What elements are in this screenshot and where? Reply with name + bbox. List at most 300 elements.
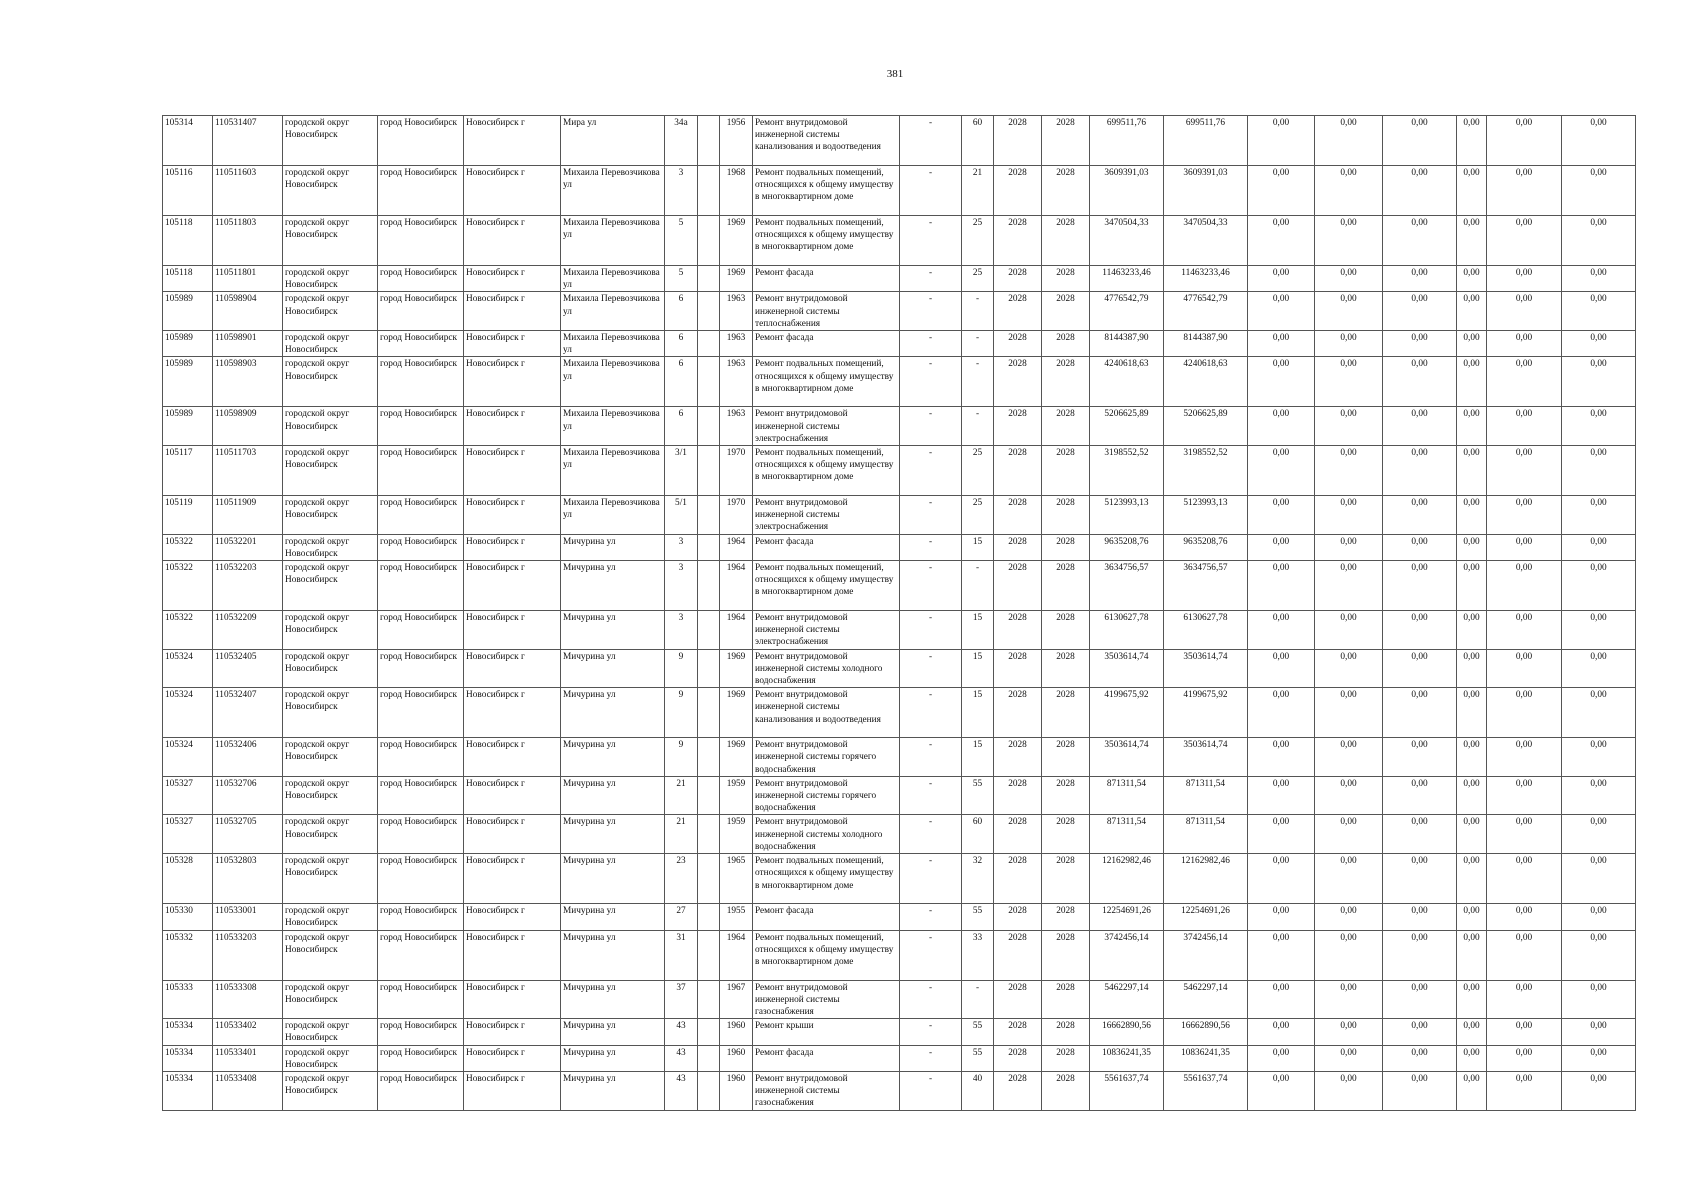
table-row <box>163 611 1636 650</box>
cell-element-id: 110532407 <box>213 688 283 738</box>
cell-plan-year-end: 2028 <box>1042 854 1090 904</box>
cell-street: Мичурина ул <box>561 649 665 688</box>
cell-house-id: 105989 <box>163 292 213 331</box>
cell-cost-total: 3609391,03 <box>1090 166 1164 216</box>
cell-settlement: город Новосибирск <box>378 1045 464 1071</box>
cell-plan-year-start: 2028 <box>994 116 1042 166</box>
cell-cost-col-17: 0,00 <box>1248 357 1315 407</box>
cell-street: Михаила Перевозчикова ул <box>561 446 665 496</box>
cell-work-type: Ремонт фасада <box>753 534 900 560</box>
cell-cost-col-18: 0,00 <box>1315 904 1383 930</box>
cell-settlement: город Новосибирск <box>378 407 464 446</box>
cell-plan-year-start: 2028 <box>994 446 1042 496</box>
cell-cost-total: 6130627,78 <box>1090 611 1164 650</box>
cell-plan-year-start: 2028 <box>994 980 1042 1019</box>
cell-cost-regional-fund: 9635208,76 <box>1164 534 1248 560</box>
cell-house-number: 6 <box>665 407 698 446</box>
cell-settlement: город Новосибирск <box>378 266 464 292</box>
cell-settlement: город Новосибирск <box>378 534 464 560</box>
cell-cost-col-18: 0,00 <box>1315 1071 1383 1110</box>
cell-element-id: 110533402 <box>213 1019 283 1045</box>
cell-municipal-district: городской округ Новосибирск <box>283 446 378 496</box>
cell-wear-percent: 60 <box>962 116 994 166</box>
cell-cost-col-20: 0,00 <box>1457 649 1487 688</box>
cell-cost-regional-fund: 5206625,89 <box>1164 407 1248 446</box>
cell-house-id: 105324 <box>163 688 213 738</box>
cell-wear-percent: 32 <box>962 854 994 904</box>
cell-element-id: 110532201 <box>213 534 283 560</box>
cell-settlement: город Новосибирск <box>378 1019 464 1045</box>
cell-cost-col-19: 0,00 <box>1383 1045 1457 1071</box>
cell-cost-col-20: 0,00 <box>1457 738 1487 777</box>
cell-cost-total: 9635208,76 <box>1090 534 1164 560</box>
cell-house-id: 105118 <box>163 216 213 266</box>
cell-cost-total: 4199675,92 <box>1090 688 1164 738</box>
cell-locality: Новосибирск г <box>464 815 561 854</box>
register-table-body <box>163 116 1636 1111</box>
cell-municipal-district: городской округ Новосибирск <box>283 776 378 815</box>
cell-cost-total: 4776542,79 <box>1090 292 1164 331</box>
cell-build-year: 1964 <box>720 534 753 560</box>
cell-cost-col-17: 0,00 <box>1248 496 1315 535</box>
cell-municipal-district: городской округ Новосибирск <box>283 688 378 738</box>
cell-house-id: 105324 <box>163 738 213 777</box>
cell-cost-col-18: 0,00 <box>1315 496 1383 535</box>
cell-cost-col-20: 0,00 <box>1457 331 1487 357</box>
cell-work-type: Ремонт внутридомовой инженерной системы газоснабжения <box>753 980 900 1019</box>
cell-locality: Новосибирск г <box>464 561 561 611</box>
cell-municipal-district: городской округ Новосибирск <box>283 166 378 216</box>
cell-cost-col-19: 0,00 <box>1383 930 1457 980</box>
cell-cost-col-21: 0,00 <box>1487 116 1562 166</box>
cell-cost-col-21: 0,00 <box>1487 649 1562 688</box>
cell-cost-col-20: 0,00 <box>1457 1019 1487 1045</box>
cell-cost-regional-fund: 8144387,90 <box>1164 331 1248 357</box>
cell-street: Мичурина ул <box>561 534 665 560</box>
cell-cost-col-22: 0,00 <box>1562 357 1636 407</box>
cell-house-number: 31 <box>665 930 698 980</box>
cell-cost-col-20: 0,00 <box>1457 1045 1487 1071</box>
cell-cost-col-17: 0,00 <box>1248 738 1315 777</box>
cell-cost-col-22: 0,00 <box>1562 407 1636 446</box>
cell-street: Мичурина ул <box>561 1019 665 1045</box>
cell-work-type: Ремонт подвальных помещений, относящихся к общему имуществу в многоквартирном доме <box>753 930 900 980</box>
cell-street: Михаила Перевозчикова ул <box>561 357 665 407</box>
cell-house-id: 105322 <box>163 534 213 560</box>
cell-cost-col-19: 0,00 <box>1383 649 1457 688</box>
cell-plan-year-end: 2028 <box>1042 1071 1090 1110</box>
cell-work-type: Ремонт внутридомовой инженерной системы канализования и водоотведения <box>753 688 900 738</box>
cell-cost-total: 3634756,57 <box>1090 561 1164 611</box>
cell-build-year: 1960 <box>720 1071 753 1110</box>
cell-cost-total: 12254691,26 <box>1090 904 1164 930</box>
cell-locality: Новосибирск г <box>464 776 561 815</box>
cell-street: Мичурина ул <box>561 930 665 980</box>
cell-cost-regional-fund: 16662890,56 <box>1164 1019 1248 1045</box>
cell-cost-col-17: 0,00 <box>1248 1071 1315 1110</box>
cell-building <box>698 738 720 777</box>
cell-building <box>698 854 720 904</box>
cell-settlement: город Новосибирск <box>378 815 464 854</box>
cell-build-year: 1963 <box>720 357 753 407</box>
cell-cost-col-17: 0,00 <box>1248 407 1315 446</box>
cell-cost-total: 871311,54 <box>1090 776 1164 815</box>
cell-building <box>698 649 720 688</box>
cell-build-year: 1964 <box>720 561 753 611</box>
cell-building <box>698 688 720 738</box>
cell-building <box>698 1045 720 1071</box>
cell-cost-col-17: 0,00 <box>1248 166 1315 216</box>
cell-build-year: 1969 <box>720 266 753 292</box>
cell-cost-total: 5123993,13 <box>1090 496 1164 535</box>
cell-locality: Новосибирск г <box>464 292 561 331</box>
table-row <box>163 1045 1636 1071</box>
cell-cost-regional-fund: 699511,76 <box>1164 116 1248 166</box>
cell-house-id: 105324 <box>163 649 213 688</box>
cell-build-year: 1960 <box>720 1045 753 1071</box>
cell-municipal-district: городской округ Новосибирск <box>283 407 378 446</box>
cell-work-type: Ремонт внутридомовой инженерной системы горячего водоснабжения <box>753 776 900 815</box>
cell-locality: Новосибирск г <box>464 980 561 1019</box>
table-row <box>163 166 1636 216</box>
cell-cost-col-20: 0,00 <box>1457 216 1487 266</box>
cell-dash-mark: - <box>900 534 962 560</box>
cell-street: Михаила Перевозчикова ул <box>561 292 665 331</box>
cell-settlement: город Новосибирск <box>378 738 464 777</box>
cell-wear-percent: 15 <box>962 738 994 777</box>
cell-house-id: 105327 <box>163 776 213 815</box>
cell-plan-year-end: 2028 <box>1042 776 1090 815</box>
cell-build-year: 1963 <box>720 292 753 331</box>
cell-cost-col-17: 0,00 <box>1248 904 1315 930</box>
cell-cost-col-22: 0,00 <box>1562 776 1636 815</box>
cell-municipal-district: городской округ Новосибирск <box>283 216 378 266</box>
cell-wear-percent: 55 <box>962 904 994 930</box>
cell-plan-year-start: 2028 <box>994 407 1042 446</box>
cell-cost-regional-fund: 3634756,57 <box>1164 561 1248 611</box>
cell-wear-percent: 60 <box>962 815 994 854</box>
cell-element-id: 110511803 <box>213 216 283 266</box>
cell-house-id: 105116 <box>163 166 213 216</box>
cell-cost-col-19: 0,00 <box>1383 738 1457 777</box>
cell-cost-col-20: 0,00 <box>1457 815 1487 854</box>
cell-cost-col-18: 0,00 <box>1315 980 1383 1019</box>
cell-cost-col-18: 0,00 <box>1315 611 1383 650</box>
cell-cost-col-17: 0,00 <box>1248 331 1315 357</box>
table-row <box>163 357 1636 407</box>
cell-settlement: город Новосибирск <box>378 561 464 611</box>
cell-element-id: 110533001 <box>213 904 283 930</box>
cell-cost-col-18: 0,00 <box>1315 331 1383 357</box>
cell-cost-regional-fund: 3198552,52 <box>1164 446 1248 496</box>
cell-cost-total: 871311,54 <box>1090 815 1164 854</box>
cell-cost-col-21: 0,00 <box>1487 292 1562 331</box>
cell-plan-year-end: 2028 <box>1042 1019 1090 1045</box>
cell-cost-col-21: 0,00 <box>1487 904 1562 930</box>
cell-cost-col-22: 0,00 <box>1562 216 1636 266</box>
cell-cost-col-21: 0,00 <box>1487 980 1562 1019</box>
cell-wear-percent: - <box>962 292 994 331</box>
cell-house-number: 3 <box>665 611 698 650</box>
cell-building <box>698 980 720 1019</box>
cell-street: Мичурина ул <box>561 980 665 1019</box>
cell-element-id: 110533401 <box>213 1045 283 1071</box>
cell-municipal-district: городской округ Новосибирск <box>283 611 378 650</box>
cell-municipal-district: городской округ Новосибирск <box>283 1071 378 1110</box>
cell-plan-year-start: 2028 <box>994 166 1042 216</box>
table-row <box>163 980 1636 1019</box>
cell-work-type: Ремонт внутридомовой инженерной системы электроснабжения <box>753 611 900 650</box>
cell-wear-percent: - <box>962 561 994 611</box>
cell-dash-mark: - <box>900 980 962 1019</box>
cell-cost-col-22: 0,00 <box>1562 930 1636 980</box>
cell-cost-col-20: 0,00 <box>1457 611 1487 650</box>
cell-element-id: 110532706 <box>213 776 283 815</box>
cell-cost-col-18: 0,00 <box>1315 292 1383 331</box>
cell-build-year: 1969 <box>720 649 753 688</box>
table-row <box>163 331 1636 357</box>
cell-cost-col-21: 0,00 <box>1487 1071 1562 1110</box>
cell-street: Михаила Перевозчикова ул <box>561 407 665 446</box>
cell-house-number: 23 <box>665 854 698 904</box>
cell-cost-col-18: 0,00 <box>1315 407 1383 446</box>
cell-plan-year-start: 2028 <box>994 357 1042 407</box>
cell-house-number: 6 <box>665 292 698 331</box>
cell-cost-col-17: 0,00 <box>1248 688 1315 738</box>
cell-house-number: 9 <box>665 688 698 738</box>
cell-house-number: 3 <box>665 561 698 611</box>
cell-locality: Новосибирск г <box>464 688 561 738</box>
cell-street: Мичурина ул <box>561 561 665 611</box>
table-row <box>163 561 1636 611</box>
cell-wear-percent: 55 <box>962 1019 994 1045</box>
cell-cost-total: 8144387,90 <box>1090 331 1164 357</box>
cell-cost-col-21: 0,00 <box>1487 815 1562 854</box>
cell-cost-col-19: 0,00 <box>1383 292 1457 331</box>
cell-wear-percent: 21 <box>962 166 994 216</box>
cell-wear-percent: 25 <box>962 446 994 496</box>
cell-cost-col-21: 0,00 <box>1487 561 1562 611</box>
cell-street: Мичурина ул <box>561 815 665 854</box>
cell-building <box>698 815 720 854</box>
cell-cost-regional-fund: 3503614,74 <box>1164 738 1248 777</box>
cell-build-year: 1967 <box>720 980 753 1019</box>
cell-cost-col-18: 0,00 <box>1315 649 1383 688</box>
cell-work-type: Ремонт внутридомовой инженерной системы электроснабжения <box>753 496 900 535</box>
cell-cost-col-18: 0,00 <box>1315 561 1383 611</box>
cell-cost-col-19: 0,00 <box>1383 496 1457 535</box>
cell-plan-year-start: 2028 <box>994 266 1042 292</box>
cell-plan-year-start: 2028 <box>994 854 1042 904</box>
cell-cost-col-20: 0,00 <box>1457 776 1487 815</box>
cell-house-number: 34а <box>665 116 698 166</box>
cell-element-id: 110532406 <box>213 738 283 777</box>
cell-street: Михаила Перевозчикова ул <box>561 496 665 535</box>
cell-wear-percent: 15 <box>962 611 994 650</box>
cell-build-year: 1969 <box>720 738 753 777</box>
cell-municipal-district: городской округ Новосибирск <box>283 357 378 407</box>
table-row <box>163 407 1636 446</box>
cell-plan-year-start: 2028 <box>994 738 1042 777</box>
cell-cost-col-19: 0,00 <box>1383 1019 1457 1045</box>
cell-dash-mark: - <box>900 407 962 446</box>
cell-cost-regional-fund: 10836241,35 <box>1164 1045 1248 1071</box>
cell-building <box>698 904 720 930</box>
cell-build-year: 1955 <box>720 904 753 930</box>
cell-street: Мичурина ул <box>561 1071 665 1110</box>
cell-cost-col-18: 0,00 <box>1315 357 1383 407</box>
cell-building <box>698 496 720 535</box>
cell-cost-col-18: 0,00 <box>1315 166 1383 216</box>
cell-plan-year-start: 2028 <box>994 930 1042 980</box>
cell-cost-col-20: 0,00 <box>1457 534 1487 560</box>
cell-plan-year-end: 2028 <box>1042 496 1090 535</box>
cell-plan-year-end: 2028 <box>1042 815 1090 854</box>
cell-work-type: Ремонт внутридомовой инженерной системы холодного водоснабжения <box>753 815 900 854</box>
cell-work-type: Ремонт подвальных помещений, относящихся к общему имуществу в многоквартирном доме <box>753 216 900 266</box>
cell-house-number: 37 <box>665 980 698 1019</box>
cell-cost-col-20: 0,00 <box>1457 407 1487 446</box>
cell-dash-mark: - <box>900 854 962 904</box>
cell-house-id: 105989 <box>163 407 213 446</box>
cell-cost-col-18: 0,00 <box>1315 1019 1383 1045</box>
cell-cost-col-19: 0,00 <box>1383 534 1457 560</box>
cell-cost-col-20: 0,00 <box>1457 980 1487 1019</box>
cell-plan-year-start: 2028 <box>994 331 1042 357</box>
cell-work-type: Ремонт фасада <box>753 266 900 292</box>
cell-cost-col-20: 0,00 <box>1457 116 1487 166</box>
cell-dash-mark: - <box>900 292 962 331</box>
cell-street: Мичурина ул <box>561 611 665 650</box>
cell-cost-col-19: 0,00 <box>1383 331 1457 357</box>
cell-house-number: 9 <box>665 649 698 688</box>
table-row <box>163 738 1636 777</box>
cell-cost-total: 3742456,14 <box>1090 930 1164 980</box>
cell-build-year: 1960 <box>720 1019 753 1045</box>
cell-plan-year-end: 2028 <box>1042 930 1090 980</box>
cell-dash-mark: - <box>900 357 962 407</box>
cell-dash-mark: - <box>900 266 962 292</box>
cell-plan-year-start: 2028 <box>994 1045 1042 1071</box>
cell-municipal-district: городской округ Новосибирск <box>283 292 378 331</box>
cell-municipal-district: городской округ Новосибирск <box>283 1045 378 1071</box>
cell-cost-col-18: 0,00 <box>1315 815 1383 854</box>
cell-plan-year-end: 2028 <box>1042 216 1090 266</box>
cell-settlement: город Новосибирск <box>378 446 464 496</box>
cell-dash-mark: - <box>900 649 962 688</box>
cell-house-number: 3 <box>665 534 698 560</box>
cell-settlement: город Новосибирск <box>378 611 464 650</box>
cell-settlement: город Новосибирск <box>378 980 464 1019</box>
cell-cost-col-19: 0,00 <box>1383 904 1457 930</box>
cell-plan-year-end: 2028 <box>1042 292 1090 331</box>
table-row <box>163 688 1636 738</box>
cell-plan-year-end: 2028 <box>1042 357 1090 407</box>
cell-cost-total: 3470504,33 <box>1090 216 1164 266</box>
cell-house-number: 5 <box>665 266 698 292</box>
cell-cost-regional-fund: 12162982,46 <box>1164 854 1248 904</box>
cell-element-id: 110511909 <box>213 496 283 535</box>
cell-dash-mark: - <box>900 1045 962 1071</box>
table-row <box>163 496 1636 535</box>
cell-cost-col-17: 0,00 <box>1248 266 1315 292</box>
cell-street: Михаила Перевозчикова ул <box>561 331 665 357</box>
cell-cost-col-22: 0,00 <box>1562 815 1636 854</box>
cell-element-id: 110511703 <box>213 446 283 496</box>
cell-plan-year-start: 2028 <box>994 1019 1042 1045</box>
cell-building <box>698 611 720 650</box>
cell-build-year: 1963 <box>720 407 753 446</box>
cell-settlement: город Новосибирск <box>378 116 464 166</box>
table-row <box>163 116 1636 166</box>
cell-plan-year-start: 2028 <box>994 496 1042 535</box>
cell-cost-col-21: 0,00 <box>1487 776 1562 815</box>
cell-work-type: Ремонт внутридомовой инженерной системы теплоснабжения <box>753 292 900 331</box>
cell-cost-col-17: 0,00 <box>1248 854 1315 904</box>
cell-house-id: 105118 <box>163 266 213 292</box>
cell-cost-col-22: 0,00 <box>1562 980 1636 1019</box>
cell-settlement: город Новосибирск <box>378 776 464 815</box>
cell-cost-col-19: 0,00 <box>1383 815 1457 854</box>
cell-build-year: 1959 <box>720 815 753 854</box>
cell-street: Михаила Перевозчикова ул <box>561 216 665 266</box>
cell-cost-total: 16662890,56 <box>1090 1019 1164 1045</box>
cell-cost-regional-fund: 4199675,92 <box>1164 688 1248 738</box>
cell-house-id: 105119 <box>163 496 213 535</box>
cell-cost-col-20: 0,00 <box>1457 688 1487 738</box>
cell-wear-percent: 55 <box>962 776 994 815</box>
cell-locality: Новосибирск г <box>464 738 561 777</box>
cell-cost-col-17: 0,00 <box>1248 292 1315 331</box>
cell-dash-mark: - <box>900 1071 962 1110</box>
cell-cost-col-19: 0,00 <box>1383 266 1457 292</box>
cell-element-id: 110598903 <box>213 357 283 407</box>
cell-cost-col-21: 0,00 <box>1487 1019 1562 1045</box>
cell-street: Мичурина ул <box>561 1045 665 1071</box>
cell-cost-col-20: 0,00 <box>1457 496 1487 535</box>
cell-house-number: 3 <box>665 166 698 216</box>
cell-cost-col-20: 0,00 <box>1457 930 1487 980</box>
cell-plan-year-end: 2028 <box>1042 688 1090 738</box>
cell-build-year: 1959 <box>720 776 753 815</box>
cell-cost-col-20: 0,00 <box>1457 561 1487 611</box>
cell-dash-mark: - <box>900 738 962 777</box>
cell-plan-year-start: 2028 <box>994 292 1042 331</box>
cell-wear-percent: 25 <box>962 216 994 266</box>
cell-element-id: 110533408 <box>213 1071 283 1110</box>
cell-plan-year-end: 2028 <box>1042 266 1090 292</box>
cell-cost-regional-fund: 871311,54 <box>1164 776 1248 815</box>
cell-house-id: 105334 <box>163 1045 213 1071</box>
cell-element-id: 110532405 <box>213 649 283 688</box>
cell-settlement: город Новосибирск <box>378 331 464 357</box>
cell-cost-regional-fund: 5123993,13 <box>1164 496 1248 535</box>
cell-plan-year-end: 2028 <box>1042 904 1090 930</box>
cell-build-year: 1965 <box>720 854 753 904</box>
cell-cost-col-22: 0,00 <box>1562 1071 1636 1110</box>
cell-settlement: город Новосибирск <box>378 854 464 904</box>
cell-cost-regional-fund: 12254691,26 <box>1164 904 1248 930</box>
cell-locality: Новосибирск г <box>464 407 561 446</box>
cell-cost-col-18: 0,00 <box>1315 266 1383 292</box>
cell-cost-col-17: 0,00 <box>1248 1019 1315 1045</box>
cell-municipal-district: городской округ Новосибирск <box>283 738 378 777</box>
cell-element-id: 110533203 <box>213 930 283 980</box>
cell-street: Мичурина ул <box>561 904 665 930</box>
cell-building <box>698 357 720 407</box>
cell-house-id: 105322 <box>163 611 213 650</box>
cell-cost-col-20: 0,00 <box>1457 357 1487 407</box>
